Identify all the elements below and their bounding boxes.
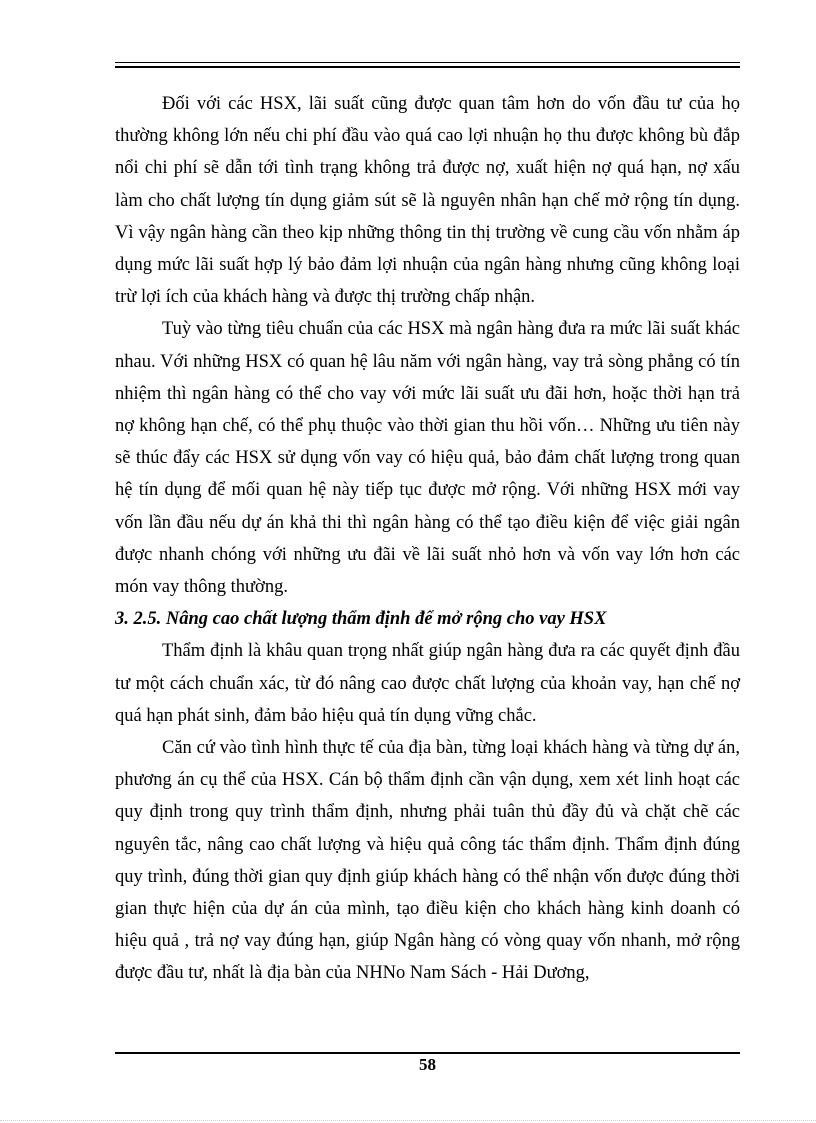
header-rule-thin: [115, 62, 740, 63]
body-paragraph: Thẩm định là khâu quan trọng nhất giúp ngân hàng đưa ra các quyết định đầu tư một cách chuẩn xác, từ đó nâng cao được chất lượng của khoản vay, hạn chế nợ quá hạn phát sinh, đảm bảo hiệu quả tín dụng vững chắc.: [115, 641, 740, 726]
body-paragraph: Tuỳ vào từng tiêu chuẩn của các HSX mà ngân hàng đưa ra mức lãi suất khác nhau. Với những HSX có quan hệ lâu năm với ngân hàng, vay trả sòng phẳng có tín nhiệm thì ngân hàng có thể cho vay với mức lãi suất ưu đãi hơn, hoặc thời hạn trả nợ không hạn chế, có thể phụ thuộc vào thời gian thu hồi vốn… Những ưu tiên này sẽ thúc đẩy các HSX sử dụng vốn vay có hiệu quả, bảo đảm chất lượng trong quan hệ tín dụng để mối quan hệ này tiếp tục được mở rộng. Với những HSX mới vay vốn lần đầu nếu dự án khả thi thì ngân hàng có thể tạo điều kiện để việc giải ngân được nhanh chóng với những ưu đãi về lãi suất nhỏ hơn và vốn vay lớn hơn các món vay thông thường.: [115, 319, 740, 598]
section-heading: 3. 2.5. Nâng cao chất lượng thẩm định để mở rộng cho vay HSX: [115, 609, 607, 630]
header-rule-thick: [115, 66, 740, 68]
page-number: 58: [419, 1055, 436, 1074]
page-body: [115, 88, 740, 990]
page-edge: [0, 1120, 816, 1121]
body-paragraph: Căn cứ vào tình hình thực tế của địa bàn, từng loại khách hàng và từng dự án, phương án cụ thể của HSX. Cán bộ thẩm định cần vận dụng, xem xét linh hoạt các quy định trong quy trình thẩm định, nhưng phải tuân thủ đầy đủ và chặt chẽ các nguyên tắc, nâng cao chất lượng và hiệu quả công tác thẩm định. Thẩm định đúng quy trình, đúng thời gian quy định giúp khách hàng có thể nhận vốn được đúng thời gian thực hiện của dự án của mình, tạo điều kiện cho khách hàng kinh doanh có hiệu quả , trả nợ vay đúng hạn, giúp Ngân hàng có vòng quay vốn nhanh, mở rộng được đầu tư, nhất là địa bàn của NHNo Nam Sách - Hải Dương,: [115, 738, 740, 984]
body-paragraph: Đối với các HSX, lãi suất cũng được quan tâm hơn do vốn đầu tư của họ thường không lớn nếu chi phí đầu vào quá cao lợi nhuận họ thu được không bù đắp nổi chi phí sẽ dẫn tới tình trạng không trả được nợ, xuất hiện nợ quá hạn, nợ xấu làm cho chất lượng tín dụng giảm sút sẽ là nguyên nhân hạn chế mở rộng tín dụng. Vì vậy ngân hàng cần theo kịp những thông tin thị trường về cung cầu vốn nhằm áp dụng mức lãi suất hợp lý bảo đảm lợi nhuận của ngân hàng nhưng cũng không loại trừ lợi ích của khách hàng và được thị trường chấp nhận.: [115, 94, 740, 308]
